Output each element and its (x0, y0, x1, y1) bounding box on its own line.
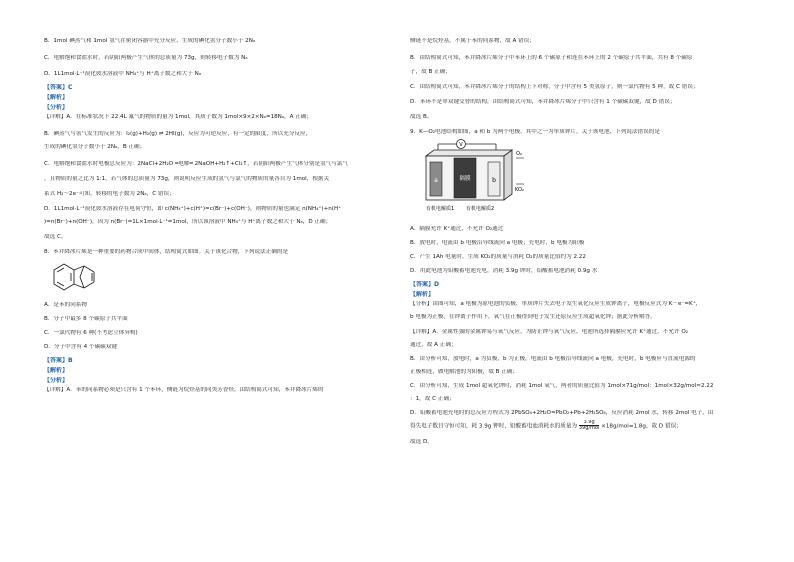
fenxi-tag-2: 【分析】 (44, 376, 69, 384)
voltmeter-label: V (459, 141, 463, 148)
mass-fraction (579, 420, 600, 432)
battery-svg (416, 138, 526, 222)
k-o2-battery-diagram (416, 138, 760, 222)
detail-8d: D．苯环不是单双键交替的结构，由结构简式可知，苯并降冰片烯分子中只含有 1 个碳碳双键，故 D 错误； (410, 98, 676, 105)
detail-8a: 【详解】A．苯的同系物必须是只含有 1 个苯环，侧链为烷烃基的同类芳香烃，由结构简式可知，苯并降冰片烯的 (44, 386, 324, 393)
explanation-c1: C．电解饱和食盐水时电极总反应为：2NaCl+2H₂O ═电解═ 2NaOH+H₂↑+Cl₂↑，若阴阳两极产生气体分别是氢气与氯气 (44, 160, 348, 167)
detail-8b1: B．由结构简式可知，苯并降冰片烯分子中苯环上的 6 个碳原子和连在苯环上的 2 个碳原子共平面，共有 8 个碳原 (410, 54, 693, 61)
detail-8c: C．由结构简式可知，苯并降冰片烯分子的结构上下对称，分子中含有 5 类氢原子，则一氯代物有 5 种，故 C 错误； (410, 83, 699, 90)
detail-9b1: B．由分析可知，放电时，a 为负极，b 为正极，电流由 b 电极沿导线流向 a 电极，充电时，b 电极应与直流电源的 (410, 355, 696, 362)
fenxi-9-1: 【分析】由图可知，a 电极为原电池的负极，单质钾片失去电子发生氧化反应生成钾离子，电极反应式为 K－e⁻=K⁺， (410, 300, 702, 307)
detail-9d2 (410, 420, 760, 433)
explanation-c2: ，且物质的量之比为 1:1，若气体的总质量为 73g，则说明反应生成的氢气与氯气的物质的量各自为 1mol，根据关 (44, 175, 330, 182)
analysis-tag-2: 【解析】 (44, 366, 69, 374)
answer-tag-2: 【答案】B (44, 356, 73, 364)
option-8a: A．是苯的同系物 (44, 301, 87, 308)
detail-9d1: D．铅酸蓄电池充电时的总反应方程式为 2PbSO₄+2H₂O=PbO₂+Pb+2H₂SO₄，反应消耗 2mol 水，转移 2mol 电子，由 (410, 409, 714, 416)
frac-pre-text: 得失电子数目守恒可知，耗 3.9g 钾时，铅酸蓄电池消耗水的质量为 (410, 423, 578, 430)
detail-9b2: 正极相连，做电解池的为阳极，故 B 正确； (410, 368, 519, 375)
explanation-c3: 系式 H₂～2e⁻可知，转移的电子数为 2Nₐ，C 错误； (44, 190, 175, 197)
electrolyte-2-caption: 有机电解质2 (466, 205, 495, 212)
option-8d: D．分子中含有 4 个碳碳双键 (44, 343, 117, 350)
option-9d: D．用此电池为铅酸蓄电池充电，消耗 3.9g 钾时，铅酸蓄电池消耗 0.9g 水 (410, 267, 598, 274)
conclusion-9: 故选 D。 (410, 439, 433, 446)
ko2-label: KO₂ (515, 186, 524, 193)
electrolyte-1-caption: 有机电解质1 (426, 205, 455, 212)
answer-tag: 【答案】C (44, 84, 73, 92)
option-9c: C．产生 1Ah 电量时，生成 KO₂的质量与消耗 O₂的质量比值约为 2.22 (410, 253, 586, 260)
electrode-a-label: a (434, 176, 438, 184)
fraction-denominator: 39g/mol (578, 425, 600, 432)
detail-9c2: ：1，故 C 正确； (410, 395, 455, 402)
fenxi-9-2: b 电极为正极，在钾离子作用下，氧气在正极得到电子发生还原反应生成超氧化钾；据此分析解答。 (410, 313, 656, 320)
explanation-d1: D．1L1mol·L⁻¹溴化铵水溶液存在电荷守恒，即 c(NH₄⁺)+c(H⁺)=c(Br⁻)+c(OH⁻)，则物质的量也满足 n(NH₄⁺)+n(H⁺ (44, 205, 342, 212)
structure-image (48, 258, 108, 298)
option-d-line: D．1L1mol·L⁻¹溴化铵水溶液中 NH₄⁺与 H⁺离子数之和大于 Nₐ (44, 71, 202, 78)
frac-post-text: ×18g/mol=1.8g，故 D 错误； (601, 423, 682, 430)
explanation-a: 【详解】A．在标准状况下 22.4L 氟气的物质的量为 1mol，其质子数为 1mol×9×2×Nₐ=18Nₐ，A 正确； (44, 114, 313, 121)
left-column (44, 38, 390, 394)
explanation-b2: 生成的碘化氢分子数小于 2Nₐ，B 正确； (44, 143, 146, 150)
option-b-line: B．1mol 碘蒸气和 1mol 氢气在密闭容器中充分反应，生成的碘化氢分子数小于 2Nₐ (44, 38, 256, 44)
fraction-numerator: 3.9g (579, 420, 600, 427)
o2-label: O₂ (516, 150, 522, 157)
fenxi-tag: 【分析】 (44, 104, 69, 112)
question-8-stem: 8．苯并降冰片烯是一种重要的药物合成中间体，结构简式如图。关于该化合物，下列说法正确的是 (44, 248, 289, 255)
analysis-tag: 【解析】 (44, 94, 69, 102)
detail-9a2: 通过，故 A 正确； (410, 341, 457, 348)
option-c-line: C．电解饱和食盐水时，若阴阳两极产生气体的总质量为 73g，则转移电子数为 Nₐ (44, 54, 248, 61)
electrode-b-label: b (492, 176, 496, 184)
detail-8a-cont: 侧链不是烷烃基，不属于苯的同系物，故 A 错误； (410, 38, 535, 44)
option-8b: B．分子中最多 8 个碳原子共平面 (44, 315, 128, 322)
question-9-stem: 9．K—O₂电池结构如图，a 和 b 为两个电极，其中之一为单质钾片。关于该电池，下列说法错误的是 (410, 128, 660, 135)
benzonorbornene-structure (48, 258, 390, 298)
option-9a: A．隔膜允许 K⁺通过，不允许 O₂通过 (410, 225, 504, 232)
explanation-d2: )=n(Br⁻)+n(OH⁻)，因为 n(Br⁻)=1L×1mol·L⁻¹=1mol，所以该溶液中 NH₄⁺与 H⁺离子数之和大于 Nₐ，D 正确； (44, 218, 332, 225)
answer-tag-9: 【答案】D (410, 280, 439, 288)
right-column (410, 38, 760, 446)
conclusion-8: 故选 B。 (410, 113, 433, 120)
detail-9c1: C．由分析可知，生成 1mol 超氧化钾时，消耗 1mol 氧气，两者的质量比值为 1mol×71g/mol：1mol×32g/mol≈2.22 (410, 382, 714, 389)
option-8c: C．一氯代物有 6 种(不考虑立体异构) (44, 329, 138, 336)
detail-8b2: 子，故 B 正确； (410, 68, 451, 75)
detail-9a1: 【详解】A．金属性强的金属钾易与氧气反应，为防止钾与氧气反应，电池所选择隔膜应允许 K⁺通过，不允许 O₂ (410, 328, 688, 335)
conclusion-line: 故选 C。 (44, 233, 67, 240)
analysis-tag-9: 【解析】 (410, 290, 435, 298)
separator-label: 隔膜 (459, 175, 471, 182)
explanation-b1: B．碘蒸气与氢气发生的反应为：I₂(g)+H₂(g) ⇌ 2HI(g)，反应为可逆反应，有一定的限度，所以充分反应， (44, 130, 312, 137)
option-9b: B．放电时，电流由 b 电极沿导线流向 a 电极；充电时，b 电极为阳极 (410, 239, 585, 246)
